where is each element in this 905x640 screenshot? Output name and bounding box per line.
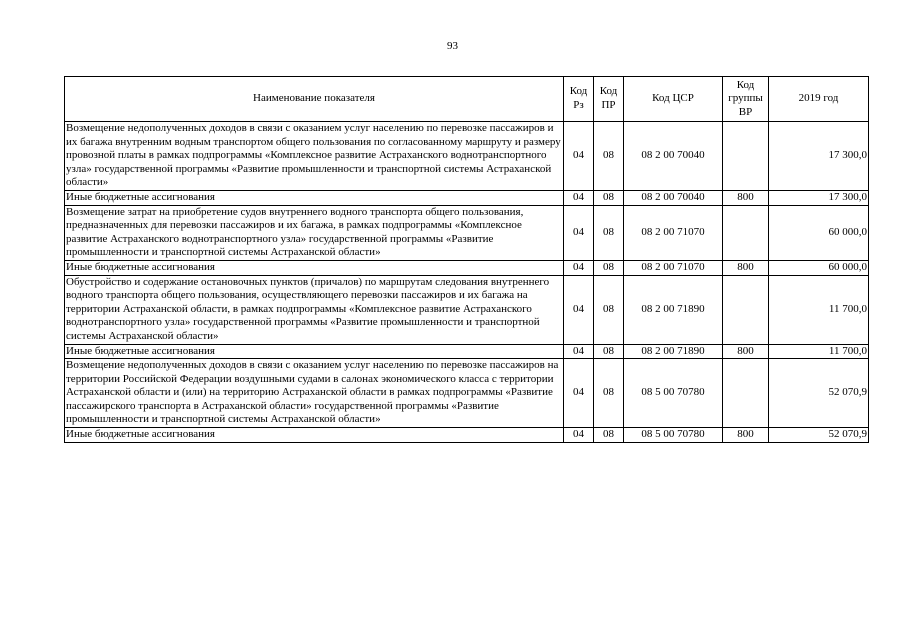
row-csr: 08 2 00 70040	[624, 190, 723, 205]
table-row	[65, 205, 869, 260]
row-name: Иные бюджетные ассигнования	[65, 344, 564, 359]
row-vr	[723, 275, 769, 344]
row-amount: 17 300,0	[769, 122, 869, 191]
row-vr: 800	[723, 260, 769, 275]
table-row	[65, 359, 869, 428]
table-row	[65, 344, 869, 359]
row-rz: 04	[564, 428, 594, 443]
row-csr: 08 5 00 70780	[624, 428, 723, 443]
table-row	[65, 275, 869, 344]
row-pr: 08	[594, 428, 624, 443]
table-row	[65, 260, 869, 275]
row-rz: 04	[564, 344, 594, 359]
budget-table	[64, 76, 869, 443]
header-rz: Код Рз	[564, 77, 594, 122]
row-rz: 04	[564, 190, 594, 205]
row-vr	[723, 122, 769, 191]
header-pr: Код ПР	[594, 77, 624, 122]
row-amount: 60 000,0	[769, 260, 869, 275]
row-rz: 04	[564, 275, 594, 344]
row-vr: 800	[723, 190, 769, 205]
row-amount: 11 700,0	[769, 344, 869, 359]
row-csr: 08 2 00 71890	[624, 275, 723, 344]
row-amount: 11 700,0	[769, 275, 869, 344]
page-number: 93	[447, 40, 458, 52]
row-name: Обустройство и содержание остановочных пунктов (причалов) по маршрутам следования внутреннего водного транспорта общего пользования, осуществляющего перевозки пассажиров и их багажа на территории Астраханской области, в рамках подпрограммы «Комплексное развитие Астраханского воднотранспортного узла» государственной программы «Развитие промышленности и транспортной системы Астраханской области»	[65, 275, 564, 344]
row-csr: 08 2 00 70040	[624, 122, 723, 191]
row-name: Возмещение недополученных доходов в связи с оказанием услуг населению по перевозке пассажиров на территории Российской Федерации воздушными судами в салонах экономического класса с территории Астраханской области и (или) на территорию Астраханской области в рамках подпрограммы «Развитие пассажирского транспорта в Астраханской области» государственной программы «Развитие промышленности и транспортной системы Астраханской области»	[65, 359, 564, 428]
row-pr: 08	[594, 344, 624, 359]
table-row	[65, 122, 869, 191]
row-pr: 08	[594, 205, 624, 260]
row-vr: 800	[723, 428, 769, 443]
row-amount: 60 000,0	[769, 205, 869, 260]
row-name: Иные бюджетные ассигнования	[65, 428, 564, 443]
row-amount: 52 070,9	[769, 359, 869, 428]
row-pr: 08	[594, 260, 624, 275]
row-pr: 08	[594, 122, 624, 191]
row-rz: 04	[564, 122, 594, 191]
row-pr: 08	[594, 275, 624, 344]
row-csr: 08 2 00 71890	[624, 344, 723, 359]
table-header-row	[65, 77, 869, 122]
row-rz: 04	[564, 359, 594, 428]
row-vr	[723, 359, 769, 428]
header-name: Наименование показателя	[65, 77, 564, 122]
row-name: Возмещение затрат на приобретение судов внутреннего водного транспорта общего пользования, предназначенных для перевозки пассажиров и их багажа, в рамках подпрограммы «Комплексное развитие Астраханского воднотранспортного узла» государственной программы «Развитие промышленности и транспортной системы Астраханской области»	[65, 205, 564, 260]
table-row	[65, 428, 869, 443]
row-vr	[723, 205, 769, 260]
row-csr: 08 2 00 71070	[624, 205, 723, 260]
row-csr: 08 5 00 70780	[624, 359, 723, 428]
row-pr: 08	[594, 359, 624, 428]
row-name: Иные бюджетные ассигнования	[65, 190, 564, 205]
row-name: Иные бюджетные ассигнования	[65, 260, 564, 275]
row-csr: 08 2 00 71070	[624, 260, 723, 275]
row-rz: 04	[564, 205, 594, 260]
row-pr: 08	[594, 190, 624, 205]
row-name: Возмещение недополученных доходов в связи с оказанием услуг населению по перевозке пассажиров и их багажа внутренним водным транспортом общего пользования по согласованному маршруту и размеру провозной платы в рамках подпрограммы «Комплексное развитие Астраханского воднотранспортного узла» государственной программы «Развитие промышленности и транспортной системы Астраханской области»	[65, 122, 564, 191]
row-vr: 800	[723, 344, 769, 359]
header-year: 2019 год	[769, 77, 869, 122]
row-amount: 17 300,0	[769, 190, 869, 205]
row-amount: 52 070,9	[769, 428, 869, 443]
header-vr: Код группы ВР	[723, 77, 769, 122]
header-csr: Код ЦСР	[624, 77, 723, 122]
table-row	[65, 190, 869, 205]
row-rz: 04	[564, 260, 594, 275]
